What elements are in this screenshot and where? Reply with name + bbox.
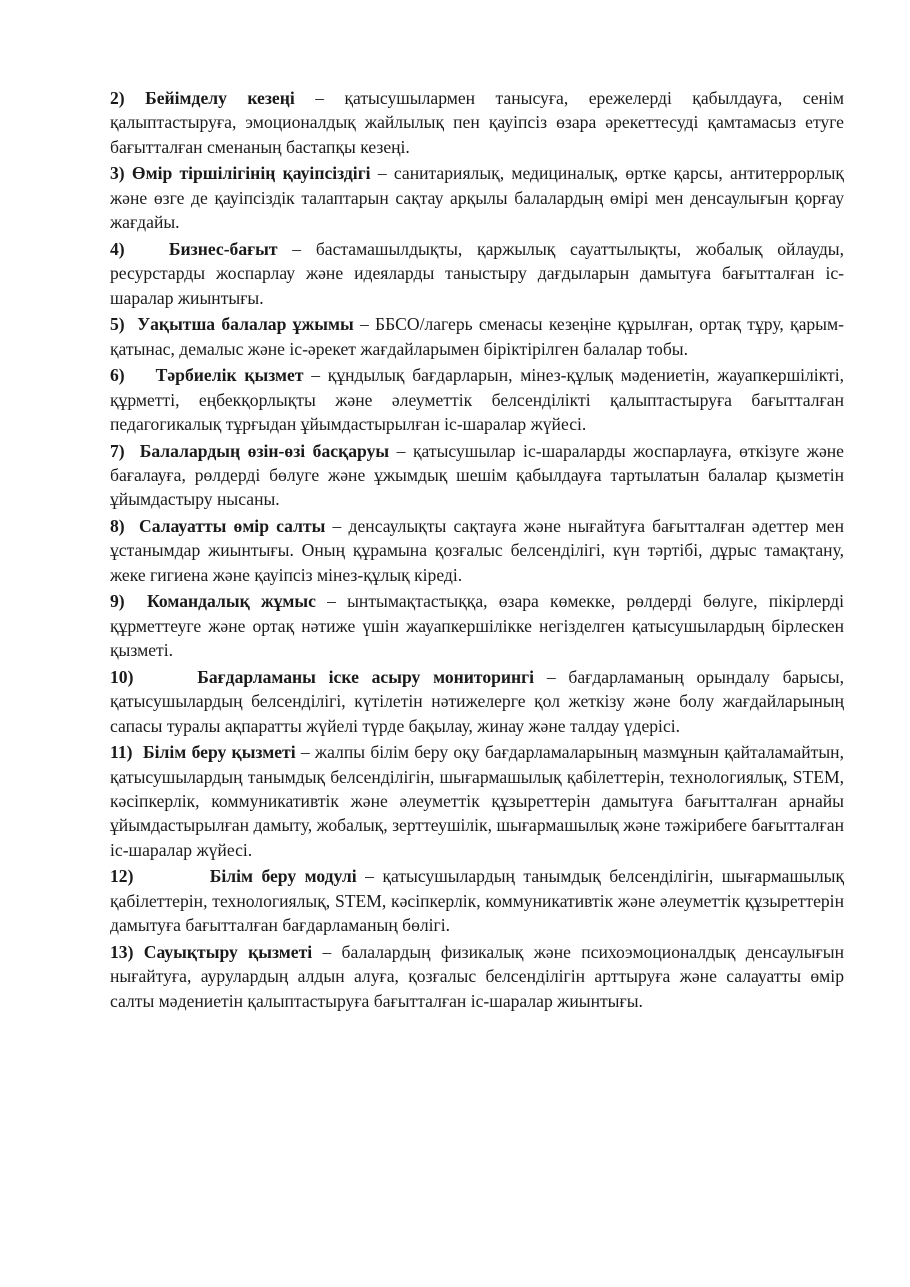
definition-item-2	[110, 86, 844, 159]
item-number: 11)	[110, 742, 133, 763]
item-number: 7)	[110, 440, 125, 461]
item-definition: – қатысушылардың танымдық белсенділігін, шығармашылық қабілеттерін, технологиялық, STEM, кәсіпкерлік, коммуникативтік және әлеуметтік құзыреттерін дамытуға бағытталған бағдарламаның бөлігі.	[110, 866, 844, 936]
item-definition: – ынтымақтастыққа, өзара көмекке, рөлдерді бөлуге, пікірлерді құрметтеуге және ортақ нәтиже үшін жауапкершілікке негізделген қатысушылардың бірлескен қызметі.	[110, 591, 845, 661]
document-page	[110, 86, 844, 1015]
definition-item-6	[110, 363, 844, 436]
item-definition: – құндылық бағдарларын, мінез-құлық мәдениетін, жауапкершілікті, құрметті, еңбекқорлықты және әлеуметтік белсенділікті қалыптастыруға бағытталған педагогикалық тұрғыдан ұйымдастырылған іс-шаралар жүйесі.	[110, 365, 844, 435]
item-term: Бағдарламаны іске асыру мониторингі	[197, 666, 535, 687]
item-definition: – бағдарламаның орындалу барысы, қатысушылардың белсенділігі, күтілетін нәтижелерге қол жеткізу және болу жағдайларының сапасы туралы ақпаратты жүйелі түрде бақылау, жинау және талдау үдерісі.	[110, 666, 844, 736]
definition-item-7	[110, 439, 844, 512]
item-term: Білім беру қызметі	[143, 742, 296, 763]
item-number: 10)	[110, 666, 134, 687]
item-term: Балалардың өзін-өзі басқаруы	[139, 440, 390, 461]
item-number: 13)	[110, 941, 134, 962]
definition-item-13	[110, 940, 844, 1013]
item-definition: – ББСО/лагерь сменасы кезеңіне құрылған, ортақ тұру, қарым-қатынас, демалыс және іс-әрекет жағдайларымен біріктірілген балалар тобы.	[110, 314, 844, 359]
item-number: 6)	[110, 365, 125, 386]
item-number: 3)	[110, 163, 125, 184]
item-term: Сауықтыру қызметі	[143, 941, 313, 962]
item-number: 5)	[110, 314, 125, 335]
item-definition: – денсаулықты сақтауға және нығайтуға бағытталған әдеттер мен ұстанымдар жиынтығы. Оның құрамына қозғалыс белсенділігі, күн тәртібі, дұрыс тамақтану, жеке гигиена және қауіпсіз мінез-құлық кіреді.	[110, 516, 844, 585]
item-term: Бизнес-бағыт	[168, 238, 278, 259]
item-definition: – қатысушылармен танысуға, ережелерді қабылдауға, сенім қалыптастыруға, эмоционалдық жайлылық пен қауіпсіз өзара әрекеттесуді қамтамасыз етуге бағытталған сменаның бастапқы кезеңі.	[110, 88, 844, 157]
item-definition: – санитариялық, медициналық, өртке қарсы, антитеррорлық және өзге де қауіпсіздік талаптарын сақтау арқылы балалардың өмірі мен денсаулығын қорғау жағдайы.	[110, 163, 844, 233]
item-term: Өмір тіршілігінің қауіпсіздігі	[131, 163, 371, 184]
item-definition: – жалпы білім беру оқу бағдарламаларының мазмұнын қайталамайтын, қатысушылардың танымдық белсенділігін, шығармашылық қабілеттерін, технологиялық, STEM, кәсіпкерлік, коммуникативтік және әлеуметтік құзыреттерін дамытуға бағытталған арнайы ұйымдастырылған дамыту, жобалық, зерттеушілік, шығармашылық және тәжірибеге бағытталған іс-шаралар жүйесі.	[110, 742, 844, 860]
item-term: Білім беру модулі	[209, 866, 357, 887]
item-term: Уақытша балалар ұжымы	[137, 314, 354, 335]
definition-item-11	[110, 740, 844, 862]
item-term: Командалық жұмыс	[146, 591, 316, 612]
item-number: 8)	[110, 516, 125, 537]
item-definition: – қатысушылар іс-шараларды жоспарлауға, өткізуге және бағалауға, рөлдерді бөлуге және ұжымдық шешім қабылдауға тартылатын балалар қызметін ұйымдастыру нысаны.	[110, 440, 844, 510]
definition-item-4	[110, 237, 844, 310]
item-number: 12)	[110, 866, 134, 887]
item-term: Бейімделу кезеңі	[145, 88, 295, 108]
definition-item-3	[110, 161, 844, 234]
definition-item-10	[110, 665, 844, 738]
definition-item-8	[110, 514, 844, 587]
item-number: 9)	[110, 591, 125, 612]
item-term: Тәрбиелік қызмет	[155, 365, 304, 386]
definition-item-5	[110, 312, 844, 361]
item-number: 2)	[110, 88, 125, 108]
definition-item-9	[110, 589, 844, 662]
item-number: 4)	[110, 238, 125, 259]
item-term: Салауатты өмір салты	[139, 516, 326, 537]
definition-item-12	[110, 864, 844, 937]
item-definition: – бастамашылдықты, қаржылық сауаттылықты, жобалық ойлауды, ресурстарды жоспарлау және идеяларды таныстыру дағдыларын дамытуға бағытталған іс-шаралар жиынтығы.	[110, 238, 844, 308]
item-definition: – балалардың физикалық және психоэмоционалдық денсаулығын нығайтуға, аурулардың алдын алуға, қозғалыс белсенділігін арттыруға және салауатты өмір салты мәдениетін қалыптастыруға бағытталған іс-шаралар жиынтығы.	[110, 941, 844, 1011]
